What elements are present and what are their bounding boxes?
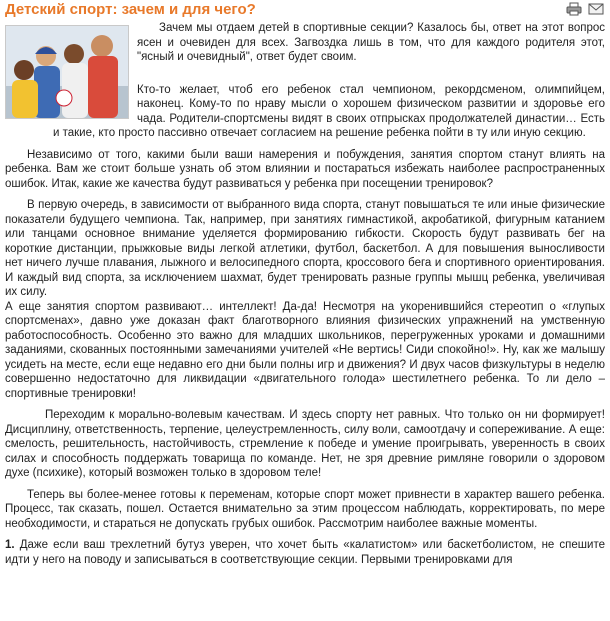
article-paragraph-2: Независимо от того, какими были ваши намерения и побуждения, занятия спортом станут влиять на ребенка. Вам же стоит больше узнать об этом влиянии и постараться избежать наиболее распространенных ошибок. Итак, какие же качества будут развиваться у ребенка при посещении тренировок? (5, 148, 605, 190)
article-paragraph-1: Кто-то желает, чтоб его ребенок стал чемпионом, рекордсменом, олимпийцем, наконец. Кому-то по нраву мысли о хорошем физическом развитии и здоровье его чада. Родители-спортсмены видят в своих отпрысках продолжателей династии… Есть и такие, кто просто пассивно отвечает согласием на решение ребенка пойти в ту или иную секцию. (53, 83, 605, 139)
article-tools (566, 2, 604, 16)
article-paragraph-4: А еще занятия спортом развивают… интеллект! Да-да! Несмотря на укоренившийся стереотип о «глупых спортсменах», давно уже доказан факт благотворного влияния физических упражнений на умственную работоспособность. Особенно это важно для младших школьников, перегруженных уроками и домашними заданиями, скованных постоянными замечаниями учителей «Не вертись! Сиди спокойно!». Ну, как же малышу усидеть на месте, если еще недавно его дни были полны игр и движения? И двух часов физкультуры в неделю совершенно недостаточно для ликвидации «двигательного голода» шестилетнего ребенка. То ли дело – спортивные тренировки! (5, 300, 605, 400)
article-paragraph-5: Переходим к морально-волевым качествам. И здесь спорту нет равных. Что только он ни формирует! Дисциплину, ответственность, терпение, целеустремленность, силу воли, самоотдачу и сопереживание. А еще: смелость, решительность, настойчивость, стремление к победе и умение проигрывать, уверенность в своих силах и способность поддержать товарища по команде. Нет, не зря древние римляне говорили о здоровом духе (психике), который возможен только в здоровом теле! (5, 409, 605, 479)
article (0, 1, 610, 567)
article-paragraph-6: Теперь вы более-менее готовы к переменам, которые спорт может привнести в характер вашего ребенка. Процесс, так сказать, пошел. Остается внимательно за этим процессом наблюдать, корректировать, по мере необходимости, и стараться не допускать грубых ошибок. Рассмотрим наиболее важные моменты. (5, 488, 605, 530)
list-item-number: 1. (5, 539, 15, 551)
list-item (5, 538, 605, 567)
list-item-text: Даже если ваш трехлетний бутуз уверен, что хочет быть «калатистом» или баскетболистом, не спешите идти у него на поводу и записываться в соответствующие секции. Первыми тренировками для (5, 539, 605, 566)
email-icon[interactable] (588, 2, 604, 16)
children-sports-photo (5, 25, 129, 119)
article-paragraph-3: В первую очередь, в зависимости от выбранного вида спорта, станут повышаться те или иные физические показатели будущего чемпиона. Так, например, при занятиях гимнастикой, акробатикой, фигурным катанием или танцами основное внимание уделяется формированию гибкости. Скорость будут развивать бег на короткие дистанции, прыжковые виды легкой атлетики, футбол, баскетбол. А для повышения выносливости нет ничего лучше плавания, лыжного и велосипедного спорта, кроссового бега и спортивного ориентирования. И каждый вид спорта, за исключением шахмат, будет тренировать разные группы мышц ребенка, увеличивая их силу. (5, 199, 605, 298)
article-intro: Зачем мы отдаем детей в спортивные секции? Казалось бы, ответ на этот вопрос ясен и очевиден для всех. Загвоздка лишь в том, что для каждого родителя этот, "ясный и очевидный", ответ будет своим. (137, 22, 605, 63)
printer-icon[interactable] (566, 2, 582, 16)
article-title: Детский спорт: зачем и для чего? (5, 1, 256, 18)
